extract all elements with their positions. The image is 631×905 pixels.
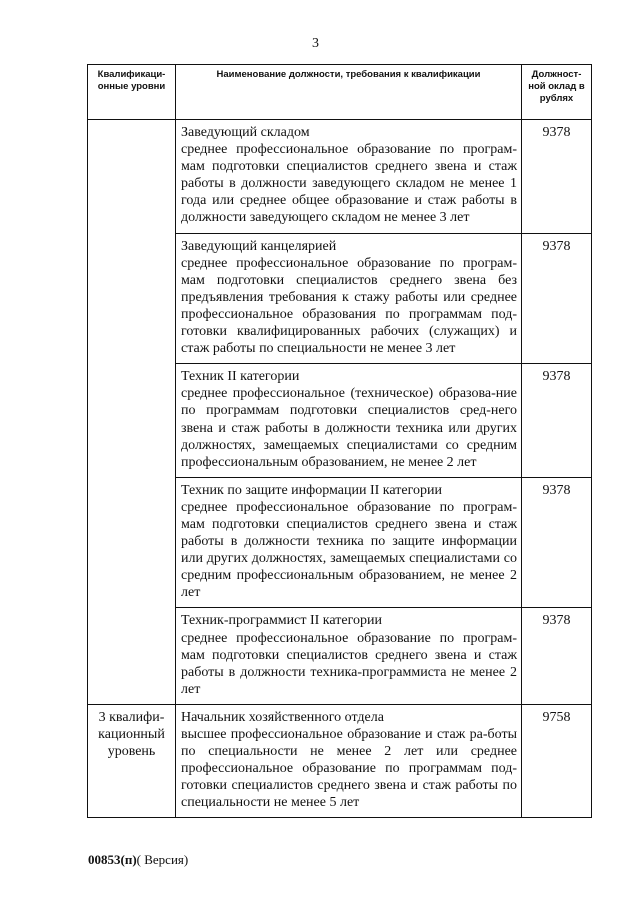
position-requirements: среднее профессиональное образование по програм-мам подготовки специалистов среднего звена и стаж работы в должности техника по защите информации или других должностях, замещаемых специалистами со средним профессиональным образованием, не менее 2 лет (181, 499, 517, 601)
header-levels: Квалификаци-онные уровни (88, 65, 176, 120)
position-title: Техник по защите информации II категории (181, 482, 442, 498)
position-title: Заведующий складом (181, 125, 310, 140)
table-header-row (88, 65, 592, 120)
position-requirements: среднее профессиональное образование по програм-мам подготовки специалистов среднего звена и стаж работы в должности техника-программиста не менее 2 лет (181, 630, 517, 697)
table-row (88, 120, 592, 234)
position-cell (176, 704, 522, 818)
position-cell (176, 120, 522, 234)
position-requirements: среднее профессиональное образование по програм-мам подготовки специалистов среднего звена и стаж работы в должности заведующего складом не менее 1 года или среднее общее образование и стаж работы в должности заведующего складом не менее 3 лет (181, 142, 517, 226)
position-title: Техник II категории (181, 369, 300, 385)
header-position: Наименование должности, требования к квалификации (176, 65, 522, 120)
document-version: ( Версия) (136, 852, 189, 867)
salary-cell: 9758 (522, 704, 592, 818)
position-cell (176, 233, 522, 364)
salary-cell: 9378 (522, 364, 592, 478)
document-code: 00853(п) (88, 852, 137, 867)
table-row (88, 704, 592, 818)
position-cell (176, 608, 522, 704)
position-cell (176, 477, 522, 608)
salary-cell: 9378 (522, 120, 592, 234)
document-footer (88, 852, 188, 868)
salary-cell: 9378 (522, 233, 592, 364)
position-title: Заведующий канцелярией (181, 238, 337, 254)
position-requirements: среднее профессиональное (техническое) образова-ние по программам подготовки специалистов сред-него звена и стаж работы в должности техника или других должностях, замещаемых специалистами со средним профессиональным образованием, не менее 2 лет (181, 386, 517, 470)
header-salary: Должност-ной оклад в рублях (522, 65, 592, 120)
position-cell (176, 364, 522, 478)
level-cell (88, 120, 176, 705)
position-requirements: высшее профессиональное образование и стаж ра-боты по специальности не менее 2 лет или среднее профессиональное образование по программам под-готовки специалистов среднего звена и стаж работы по специальности не менее 5 лет (181, 727, 517, 811)
qualification-table (87, 64, 592, 818)
salary-cell: 9378 (522, 477, 592, 608)
salary-cell: 9378 (522, 608, 592, 704)
level-cell: 3 квалифи-кационный уровень (88, 704, 176, 818)
position-title: Начальник хозяйственного отдела (181, 709, 384, 725)
page-number: 3 (312, 36, 319, 51)
position-requirements: среднее профессиональное образование по програм-мам подготовки специалистов среднего звена без предъявления требования к стажу работы или среднее профессиональное образования по программам под-готовки квалифицированных рабочих (служащих) и стаж работы по специальности не менее 3 лет (181, 255, 517, 357)
position-title: Техник-программист II категории (181, 613, 382, 629)
